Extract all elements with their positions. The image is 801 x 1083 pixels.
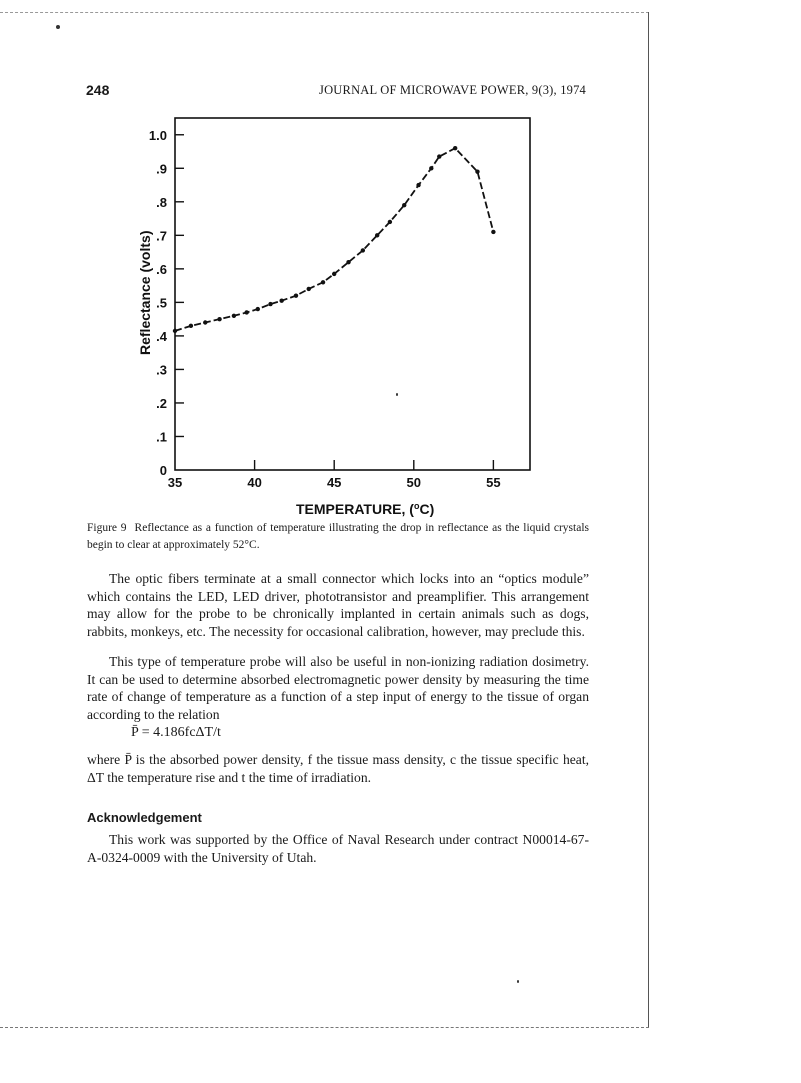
data-point — [437, 154, 441, 158]
data-point — [375, 233, 379, 237]
x-tick-label: 35 — [167, 475, 183, 490]
reflectance-chart — [0, 0, 801, 520]
paragraph-dosimetry: This type of temperature probe will also be useful in non-ionizing radiation dosimetry. It can be used to determine absorbed electromagnetic power density by measuring the time rate of change of temperature as a function of a step input of energy to the tissue of organ according to the relation — [87, 654, 589, 722]
data-point — [321, 280, 325, 284]
y-tick-label: .2 — [156, 395, 167, 411]
x-tick-label: 50 — [406, 475, 422, 490]
y-tick-label: .7 — [156, 228, 167, 244]
y-tick-label: .8 — [156, 194, 167, 210]
data-point — [453, 146, 457, 150]
data-point — [402, 203, 406, 207]
data-point — [361, 248, 365, 252]
acknowledgement-heading: Acknowledgement — [87, 810, 202, 825]
paragraph-variable-definitions: where P̄ is the absorbed power density, f the tissue mass density, c the tissue specific heat, ΔT the temperature rise and t the time of irradiation. — [87, 752, 589, 785]
figure-caption-text: Reflectance as a function of temperature illustrating the drop in reflectance as the liquid crystals begin to clear at approximately 52°C. — [87, 522, 589, 551]
figure-label: Figure 9 — [87, 522, 127, 534]
data-point — [491, 230, 495, 234]
y-tick-label: .6 — [156, 261, 167, 277]
page-number: 248 — [86, 82, 110, 98]
data-point — [189, 324, 193, 328]
reflectance-curve — [175, 148, 493, 331]
data-point — [346, 260, 350, 264]
x-axis-title-unit: C) — [419, 501, 435, 517]
data-point — [244, 310, 248, 314]
data-point — [388, 220, 392, 224]
y-tick-label: .1 — [156, 429, 167, 445]
figure-caption — [87, 520, 589, 554]
reflectance-series — [173, 146, 496, 333]
y-axis — [149, 128, 184, 478]
y-tick-label: 0 — [159, 463, 167, 478]
journal-reference: JOURNAL OF MICROWAVE POWER, 9(3), 1974 — [319, 83, 586, 97]
data-point — [268, 302, 272, 306]
x-axis-title-main: TEMPERATURE, ( — [296, 501, 414, 517]
x-tick-label: 45 — [326, 475, 342, 490]
data-point — [332, 272, 336, 276]
x-axis — [168, 460, 501, 490]
power-density-equation: P̄ = 4.186fcΔT/t — [131, 725, 221, 740]
data-point — [279, 299, 283, 303]
y-tick-label: 1.0 — [148, 127, 167, 143]
data-point — [256, 307, 260, 311]
page-edge-bottom — [0, 1027, 649, 1028]
data-point — [294, 293, 298, 297]
x-tick-label: 55 — [486, 475, 501, 490]
data-point — [307, 287, 311, 291]
data-point — [475, 169, 479, 173]
data-point — [232, 314, 236, 318]
y-axis-title: Reflectance (volts) — [137, 230, 153, 355]
paragraph-optics-module: The optic fibers terminate at a small connector which locks into an “optics module” which contains the LED, LED driver, phototransistor and preamplifier. This arrangement may allow for the probe to be chronically implanted in certain animals such as dogs, rabbits, monkeys, etc. The necessity for occasional calibration, however, may preclude this. — [87, 571, 589, 639]
data-point — [173, 329, 177, 333]
data-point — [429, 166, 433, 170]
x-tick-label: 40 — [247, 475, 262, 490]
x-axis-title-degree: o — [413, 501, 420, 511]
scan-speck — [517, 980, 519, 983]
data-point — [416, 183, 420, 187]
data-point — [203, 320, 207, 324]
x-axis-title — [296, 501, 434, 517]
acknowledgement-text: This work was supported by the Office of Naval Research under contract N00014-67-A-0324-0009 with the University of Utah. — [87, 832, 589, 865]
y-tick-label: .4 — [156, 328, 167, 344]
y-tick-label: .5 — [156, 295, 167, 311]
y-tick-label: .9 — [156, 161, 167, 177]
y-tick-label: .3 — [156, 362, 167, 378]
data-point — [217, 317, 221, 321]
